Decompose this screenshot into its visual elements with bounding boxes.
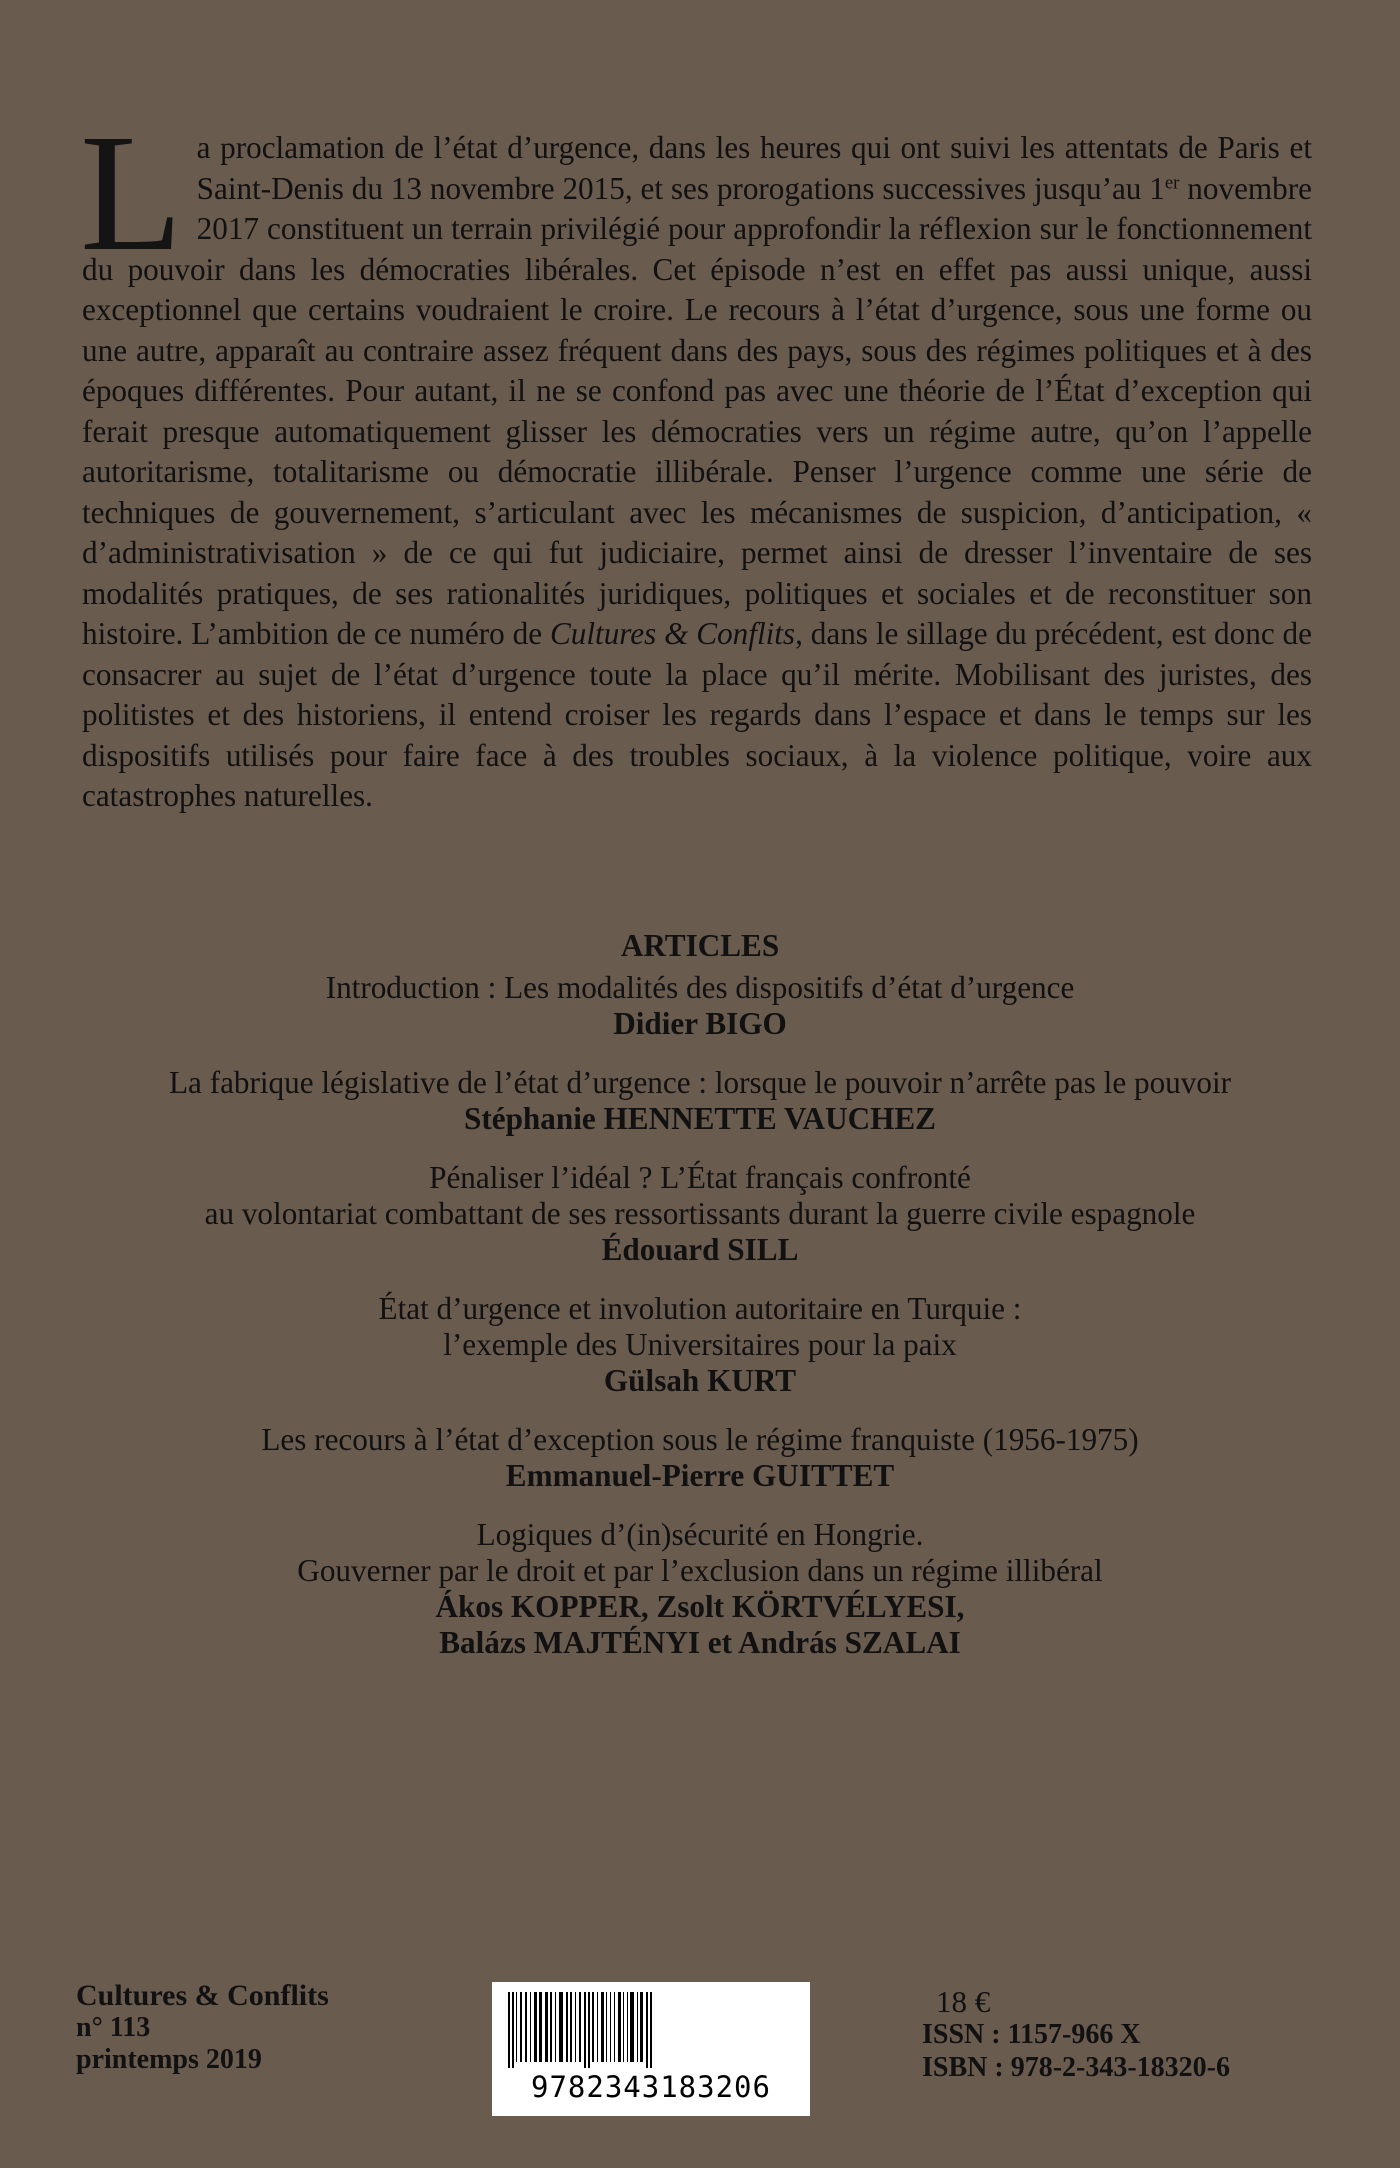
barcode-number: 9782343183206 [531, 2070, 771, 2104]
article-author: Didier BIGO [613, 1006, 787, 1041]
article-author: Stéphanie HENNETTE VAUCHEZ [464, 1101, 936, 1136]
issn: ISSN : 1157-966 X [922, 2019, 1141, 2050]
article-title: Les recours à l’état d’exception sous le régime franquiste (1956-1975) [261, 1422, 1139, 1457]
article-entry [0, 1422, 1400, 1494]
barcode-bars [506, 1992, 796, 2070]
article-entry [0, 1160, 1400, 1268]
article-author: Balázs MAJTÉNYI et András SZALAI [439, 1625, 961, 1660]
article-title: l’exemple des Universitaires pour la paix [443, 1327, 957, 1362]
article-entry [0, 970, 1400, 1042]
article-title: Logiques d’(in)sécurité en Hongrie. [476, 1517, 924, 1552]
intro-text-part2: novembre 2017 constituent un terrain privilégié pour approfondir la réflexion sur le fonctionnement du pouvoir dans les démocraties libérales. Cet épisode n’est en effet pas aussi unique, aussi exceptionnel que certains voudraient le croire. Le recours à l’état d’urgence, sous une forme ou une autre, apparaît au contraire assez fréquent dans des pays, sous des régimes politiques et à des époques différentes. Pour autant, il ne se confond pas avec une théorie de l’État d’exception qui ferait presque automatiquement glisser les démocraties vers un régime autre, qu’on l’appelle autoritarisme, totalitarisme ou démocratie illibérale. Penser l’urgence comme une série de techniques de gouvernement, s’articulant avec les mécanismes de suspicion, d’anticipation, « d’administrativisation » de ce qui fut judiciaire, permet ainsi de dresser l’inventaire de ses modalités pratiques, de ses rationalités juridiques, politiques et sociales et de reconstituer son histoire. L’ambition de ce numéro de [82, 170, 1312, 651]
article-entry [0, 1291, 1400, 1399]
issue-number: n° 113 [76, 2012, 151, 2043]
ordinal-superscript: er [1164, 172, 1180, 194]
journal-name: Cultures & Conflits [76, 1979, 329, 2012]
article-entry [0, 1065, 1400, 1137]
articles-heading: ARTICLES [620, 928, 780, 963]
journal-name-italic: Cultures & Conflits [549, 616, 796, 651]
article-title: Pénaliser l’idéal ? L’État français confronté [429, 1160, 971, 1195]
article-title: État d’urgence et involution autoritaire en Turquie : [378, 1291, 1022, 1326]
article-author: Ákos KOPPER, Zsolt KÖRTVÉLYESI, [435, 1589, 965, 1624]
pricing-info [922, 1985, 1230, 2084]
isbn: ISBN : 978-2-343-18320-6 [922, 2052, 1230, 2083]
intro-paragraph [80, 100, 1312, 817]
article-author: Emmanuel-Pierre GUITTET [505, 1458, 895, 1493]
article-list [0, 970, 1400, 1661]
price: 18 € [936, 1984, 991, 2019]
article-entry [0, 1517, 1400, 1661]
issue-season: printemps 2019 [76, 2044, 262, 2075]
drop-cap: L [80, 100, 183, 286]
intro-text-part3: , dans le sillage du précédent, est donc de consacrer au sujet de l’état d’urgence toute la place qu’il mérite. Mobilisant des juristes, des politistes et des historiens, il entend croiser les regards dans l’espace et dans le temps sur les dispositifs utilisés pour faire face à des troubles sociaux, à la violence politique, voire aux catastrophes naturelles. [82, 616, 1312, 813]
article-title: au volontariat combattant de ses ressortissants durant la guerre civile espagnole [204, 1196, 1196, 1231]
article-author: Édouard SILL [601, 1232, 799, 1267]
barcode [492, 1982, 810, 2116]
article-title: La fabrique législative de l’état d’urgence : lorsque le pouvoir n’arrête pas le pouvoir [169, 1065, 1231, 1100]
articles-section [0, 928, 1400, 1684]
article-author: Gülsah KURT [603, 1363, 797, 1398]
intro-text-part1: a proclamation de l’état d’urgence, dans les heures qui ont suivi les attentats de Paris et Saint-Denis du 13 novembre 2015, et ses prorogations successives jusqu’au 1 [196, 130, 1312, 206]
article-title: Introduction : Les modalités des dispositifs d’état d’urgence [325, 970, 1075, 1005]
article-title: Gouverner par le droit et par l’exclusion dans un régime illibéral [297, 1553, 1103, 1588]
journal-info [76, 1980, 329, 2076]
